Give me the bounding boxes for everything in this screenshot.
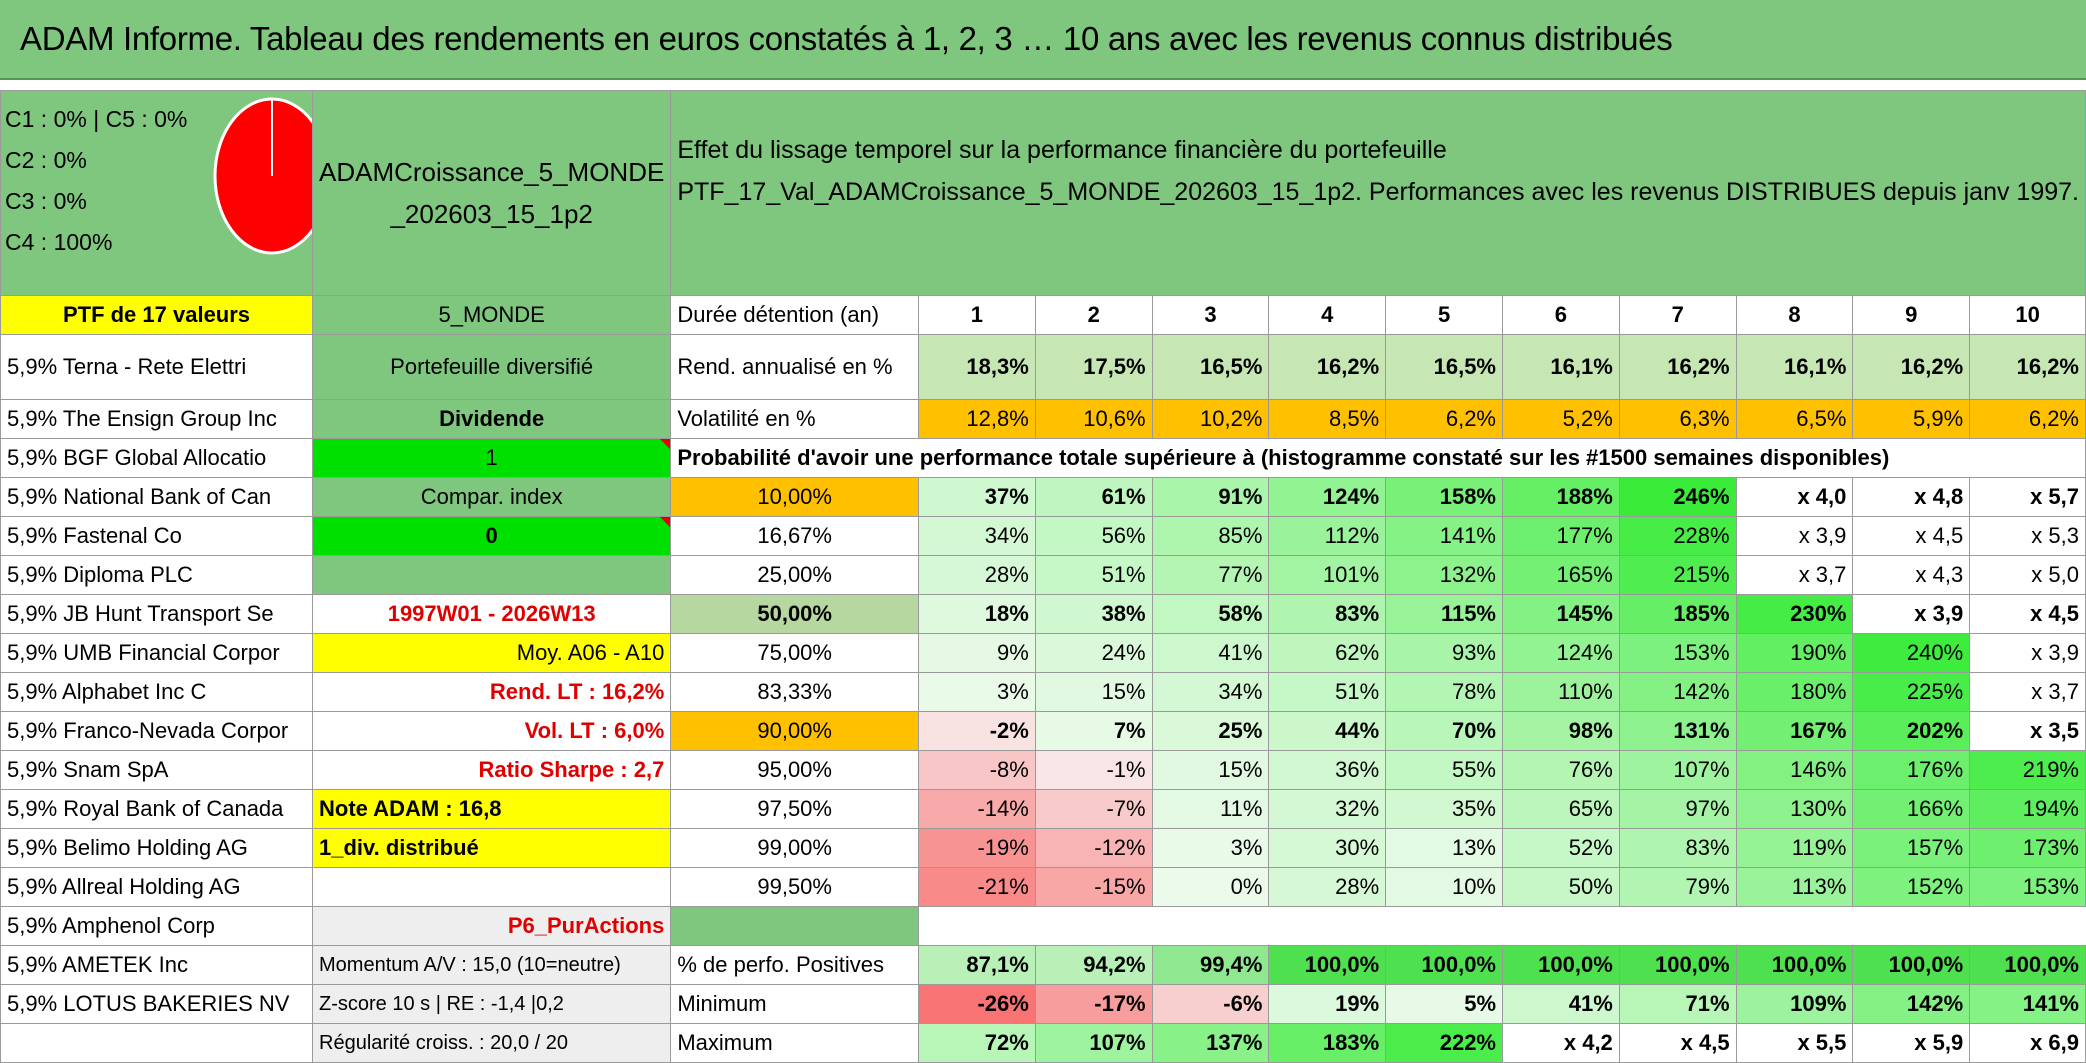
- maximum-value: 183%: [1269, 1024, 1386, 1063]
- probability-value: x 4,3: [1853, 556, 1970, 595]
- table-row: [1, 634, 2086, 673]
- probability-threshold: 83,33%: [671, 673, 919, 712]
- probability-value: 190%: [1736, 634, 1853, 673]
- div-label: 1_div. distribué: [313, 829, 671, 868]
- probability-value: x 3,7: [1970, 673, 2086, 712]
- probability-value: x 4,0: [1736, 478, 1853, 517]
- description-line-2: PTF_17_Val_ADAMCroissance_5_MONDE_202603_15_1p2. Performances avec les revenus DISTRIBUES depuis janv 1997.: [677, 178, 2079, 206]
- year-header: 7: [1619, 296, 1736, 335]
- table-row: [1, 751, 2086, 790]
- probability-value: 157%: [1853, 829, 1970, 868]
- probability-value: 185%: [1619, 595, 1736, 634]
- year-header: 2: [1035, 296, 1152, 335]
- table-row: [1, 673, 2086, 712]
- probability-value: 146%: [1736, 751, 1853, 790]
- holding-name: 5,9% Belimo Holding AG: [1, 829, 313, 868]
- probability-value: -8%: [919, 751, 1036, 790]
- table-row: [1, 400, 2086, 439]
- table-row: [1, 439, 2086, 478]
- moy-label: Moy. A06 - A10: [313, 634, 671, 673]
- probability-value: 202%: [1853, 712, 1970, 751]
- probability-value: 55%: [1386, 751, 1503, 790]
- probability-value: 28%: [919, 556, 1036, 595]
- minimum-value: 142%: [1853, 985, 1970, 1024]
- empty-cell: [919, 907, 2086, 946]
- probability-threshold: 25,00%: [671, 556, 919, 595]
- probability-value: x 5,3: [1970, 517, 2086, 556]
- positive-perf-value: 94,2%: [1035, 946, 1152, 985]
- probability-value: -2%: [919, 712, 1036, 751]
- probability-value: 38%: [1035, 595, 1152, 634]
- probability-value: -15%: [1035, 868, 1152, 907]
- positive-perf-value: 99,4%: [1152, 946, 1269, 985]
- maximum-value: x 4,2: [1503, 1024, 1620, 1063]
- probability-value: 9%: [919, 634, 1036, 673]
- probability-value: 77%: [1152, 556, 1269, 595]
- description-cell: [671, 91, 2086, 296]
- annual-return-value: 17,5%: [1035, 335, 1152, 400]
- probability-value: 219%: [1970, 751, 2086, 790]
- positive-perf-value: 100,0%: [1619, 946, 1736, 985]
- probability-value: 177%: [1503, 517, 1620, 556]
- probability-value: x 5,7: [1970, 478, 2086, 517]
- minimum-value: 5%: [1386, 985, 1503, 1024]
- holding-name: 5,9% Royal Bank of Canada: [1, 790, 313, 829]
- probability-value: 152%: [1853, 868, 1970, 907]
- holding-name: 5,9% BGF Global Allocatio: [1, 439, 313, 478]
- probability-value: 37%: [919, 478, 1036, 517]
- probability-value: 225%: [1853, 673, 1970, 712]
- probability-value: 35%: [1386, 790, 1503, 829]
- probability-value: 65%: [1503, 790, 1620, 829]
- probability-value: 3%: [1152, 829, 1269, 868]
- year-header: 8: [1736, 296, 1853, 335]
- probability-value: 30%: [1269, 829, 1386, 868]
- probability-value: -12%: [1035, 829, 1152, 868]
- zscore-label: Z-score 10 s | RE : -1,4 |0,2: [313, 985, 671, 1024]
- pie-slice-c4: [215, 99, 313, 253]
- positive-perf-label: % de perfo. Positives: [671, 946, 919, 985]
- empty-cell: [313, 868, 671, 907]
- minimum-value: 141%: [1970, 985, 2086, 1024]
- probability-value: 62%: [1269, 634, 1386, 673]
- probability-threshold: 95,00%: [671, 751, 919, 790]
- probability-value: -1%: [1035, 751, 1152, 790]
- probability-value: 51%: [1035, 556, 1152, 595]
- portfolio-mode: Dividende: [313, 400, 671, 439]
- probability-value: 167%: [1736, 712, 1853, 751]
- probability-value: 51%: [1269, 673, 1386, 712]
- annual-return-value: 16,1%: [1736, 335, 1853, 400]
- probability-value: 228%: [1619, 517, 1736, 556]
- annual-return-value: 16,5%: [1386, 335, 1503, 400]
- probability-value: 83%: [1269, 595, 1386, 634]
- empty-green-cell: [313, 556, 671, 595]
- probability-value: 119%: [1736, 829, 1853, 868]
- volatility-value: 5,2%: [1503, 400, 1620, 439]
- probability-value: x 3,9: [1736, 517, 1853, 556]
- probability-value: -21%: [919, 868, 1036, 907]
- table-row: [1, 296, 2086, 335]
- year-header: 10: [1970, 296, 2086, 335]
- table-row: [1, 517, 2086, 556]
- probability-value: x 4,5: [1853, 517, 1970, 556]
- probability-value: 124%: [1503, 634, 1620, 673]
- probability-value: -7%: [1035, 790, 1152, 829]
- probability-value: 115%: [1386, 595, 1503, 634]
- maximum-value: x 6,9: [1970, 1024, 2086, 1063]
- probability-value: 11%: [1152, 790, 1269, 829]
- minimum-value: 71%: [1619, 985, 1736, 1024]
- minimum-label: Minimum: [671, 985, 919, 1024]
- probability-title: Probabilité d'avoir une performance totale supérieure à (histogramme constaté sur les #1500 semaines disponibles): [671, 439, 2086, 478]
- maximum-value: 72%: [919, 1024, 1036, 1063]
- holding-name: 5,9% Snam SpA: [1, 751, 313, 790]
- probability-value: x 3,7: [1736, 556, 1853, 595]
- probability-value: 230%: [1736, 595, 1853, 634]
- portfolio-name-cell: [313, 91, 671, 296]
- probability-value: 15%: [1152, 751, 1269, 790]
- volatility-value: 12,8%: [919, 400, 1036, 439]
- probability-value: 36%: [1269, 751, 1386, 790]
- flag-2: 0: [313, 517, 671, 556]
- year-header: 9: [1853, 296, 1970, 335]
- annual-return-value: 16,2%: [1970, 335, 2086, 400]
- probability-value: 180%: [1736, 673, 1853, 712]
- positive-perf-value: 100,0%: [1853, 946, 1970, 985]
- holding-name: 5,9% Alphabet Inc C: [1, 673, 313, 712]
- probability-value: 41%: [1152, 634, 1269, 673]
- volatility-value: 6,2%: [1386, 400, 1503, 439]
- probability-value: x 4,5: [1970, 595, 2086, 634]
- positive-perf-value: 100,0%: [1503, 946, 1620, 985]
- probability-value: 78%: [1386, 673, 1503, 712]
- period-label: 1997W01 - 2026W13: [313, 595, 671, 634]
- holding-name: 5,9% Franco-Nevada Corpor: [1, 712, 313, 751]
- year-header: 4: [1269, 296, 1386, 335]
- probability-threshold: 99,50%: [671, 868, 919, 907]
- probability-value: 15%: [1035, 673, 1152, 712]
- regularity-label: Régularité croiss. : 20,0 / 20: [313, 1024, 671, 1063]
- holding-name: 5,9% National Bank of Can: [1, 478, 313, 517]
- duration-label: Durée détention (an): [671, 296, 919, 335]
- probability-value: 176%: [1853, 751, 1970, 790]
- probability-value: 34%: [919, 517, 1036, 556]
- probability-value: 240%: [1853, 634, 1970, 673]
- pie-legend-item: C1 : 0% | C5 : 0%: [5, 106, 188, 132]
- table-row: [1, 985, 2086, 1024]
- probability-value: 98%: [1503, 712, 1620, 751]
- probability-value: 3%: [919, 673, 1036, 712]
- probability-value: 124%: [1269, 478, 1386, 517]
- minimum-value: -26%: [919, 985, 1036, 1024]
- probability-value: 28%: [1269, 868, 1386, 907]
- probability-value: 107%: [1619, 751, 1736, 790]
- probability-value: 52%: [1503, 829, 1620, 868]
- table-row: [1, 335, 2086, 400]
- probability-value: 25%: [1152, 712, 1269, 751]
- minimum-value: 109%: [1736, 985, 1853, 1024]
- flag-1: 1: [313, 439, 671, 478]
- compar-index-label: Compar. index: [313, 478, 671, 517]
- probability-threshold: 50,00%: [671, 595, 919, 634]
- probability-threshold: 10,00%: [671, 478, 919, 517]
- rend-lt-label: Rend. LT : 16,2%: [313, 673, 671, 712]
- vol-lt-label: Vol. LT : 6,0%: [313, 712, 671, 751]
- table-row: [1, 556, 2086, 595]
- table-row: [1, 790, 2086, 829]
- zone-label: 5_MONDE: [313, 296, 671, 335]
- separator-band: [0, 80, 2086, 88]
- probability-threshold: 99,00%: [671, 829, 919, 868]
- pie-legend-item: C3 : 0%: [5, 188, 87, 214]
- positive-perf-value: 100,0%: [1269, 946, 1386, 985]
- year-header: 1: [919, 296, 1036, 335]
- empty-green-cell: [671, 907, 919, 946]
- maximum-value: x 5,5: [1736, 1024, 1853, 1063]
- probability-value: 13%: [1386, 829, 1503, 868]
- probability-threshold: 90,00%: [671, 712, 919, 751]
- probability-value: 56%: [1035, 517, 1152, 556]
- probability-value: 50%: [1503, 868, 1620, 907]
- probability-value: 61%: [1035, 478, 1152, 517]
- empty-cell: [1, 1024, 313, 1063]
- minimum-value: 19%: [1269, 985, 1386, 1024]
- annual-return-label: Rend. annualisé en %: [671, 335, 919, 400]
- probability-value: 153%: [1619, 634, 1736, 673]
- portfolio-type: Portefeuille diversifié: [313, 335, 671, 400]
- table-row: [1, 712, 2086, 751]
- performance-grid: [0, 90, 2086, 1063]
- volatility-value: 6,2%: [1970, 400, 2086, 439]
- probability-value: 24%: [1035, 634, 1152, 673]
- probability-value: 166%: [1853, 790, 1970, 829]
- maximum-value: 137%: [1152, 1024, 1269, 1063]
- holding-name: 5,9% JB Hunt Transport Se: [1, 595, 313, 634]
- p6-label: P6_PurActions: [313, 907, 671, 946]
- holding-name: 5,9% Amphenol Corp: [1, 907, 313, 946]
- probability-value: x 3,9: [1970, 634, 2086, 673]
- minimum-value: -17%: [1035, 985, 1152, 1024]
- page-title: ADAM Informe. Tableau des rendements en euros constatés à 1, 2, 3 … 10 ans avec les revenus connus distribués: [20, 20, 1673, 57]
- probability-value: 165%: [1503, 556, 1620, 595]
- probability-value: 83%: [1619, 829, 1736, 868]
- pie-legend: [5, 99, 187, 263]
- probability-value: 145%: [1503, 595, 1620, 634]
- probability-value: 7%: [1035, 712, 1152, 751]
- annual-return-value: 16,2%: [1269, 335, 1386, 400]
- table-row: [1, 868, 2086, 907]
- holding-name: 5,9% The Ensign Group Inc: [1, 400, 313, 439]
- maximum-label: Maximum: [671, 1024, 919, 1063]
- probability-threshold: 75,00%: [671, 634, 919, 673]
- probability-value: 153%: [1970, 868, 2086, 907]
- probability-value: x 4,8: [1853, 478, 1970, 517]
- probability-value: 110%: [1503, 673, 1620, 712]
- holding-name: 5,9% AMETEK Inc: [1, 946, 313, 985]
- probability-value: 76%: [1503, 751, 1620, 790]
- description-line-1: Effet du lissage temporel sur la performance financière du portefeuille: [677, 136, 1447, 164]
- probability-value: 44%: [1269, 712, 1386, 751]
- probability-value: 158%: [1386, 478, 1503, 517]
- probability-value: 34%: [1152, 673, 1269, 712]
- maximum-value: x 4,5: [1619, 1024, 1736, 1063]
- volatility-value: 8,5%: [1269, 400, 1386, 439]
- positive-perf-value: 87,1%: [919, 946, 1036, 985]
- volatility-value: 6,3%: [1619, 400, 1736, 439]
- pie-legend-item: C2 : 0%: [5, 147, 87, 173]
- volatility-value: 5,9%: [1853, 400, 1970, 439]
- title-bar: [0, 0, 2086, 80]
- year-header: 3: [1152, 296, 1269, 335]
- probability-threshold: 16,67%: [671, 517, 919, 556]
- volatility-value: 6,5%: [1736, 400, 1853, 439]
- probability-value: x 5,0: [1970, 556, 2086, 595]
- maximum-value: 222%: [1386, 1024, 1503, 1063]
- probability-value: 79%: [1619, 868, 1736, 907]
- table-row: [1, 595, 2086, 634]
- year-header: 5: [1386, 296, 1503, 335]
- probability-value: 131%: [1619, 712, 1736, 751]
- table-row: [1, 829, 2086, 868]
- holding-name: 5,9% Allreal Holding AG: [1, 868, 313, 907]
- positive-perf-value: 100,0%: [1386, 946, 1503, 985]
- holding-name: 5,9% Diploma PLC: [1, 556, 313, 595]
- probability-value: 91%: [1152, 478, 1269, 517]
- probability-value: 97%: [1619, 790, 1736, 829]
- probability-value: 32%: [1269, 790, 1386, 829]
- annual-return-value: 16,2%: [1619, 335, 1736, 400]
- probability-value: 142%: [1619, 673, 1736, 712]
- positive-perf-value: 100,0%: [1970, 946, 2086, 985]
- probability-value: x 3,5: [1970, 712, 2086, 751]
- maximum-value: x 5,9: [1853, 1024, 1970, 1063]
- volatility-label: Volatilité en %: [671, 400, 919, 439]
- minimum-value: -6%: [1152, 985, 1269, 1024]
- probability-value: 194%: [1970, 790, 2086, 829]
- volatility-value: 10,2%: [1152, 400, 1269, 439]
- pie-legend-item: C4 : 100%: [5, 229, 113, 255]
- note-label: Note ADAM : 16,8: [313, 790, 671, 829]
- holding-name: 5,9% UMB Financial Corpor: [1, 634, 313, 673]
- probability-value: 93%: [1386, 634, 1503, 673]
- probability-value: x 3,9: [1853, 595, 1970, 634]
- maximum-value: 107%: [1035, 1024, 1152, 1063]
- probability-value: 173%: [1970, 829, 2086, 868]
- table-row: [1, 478, 2086, 517]
- table-row: [1, 907, 2086, 946]
- holding-name: 5,9% LOTUS BAKERIES NV: [1, 985, 313, 1024]
- probability-value: 0%: [1152, 868, 1269, 907]
- probability-value: 246%: [1619, 478, 1736, 517]
- probability-value: -19%: [919, 829, 1036, 868]
- probability-value: 112%: [1269, 517, 1386, 556]
- probability-value: 130%: [1736, 790, 1853, 829]
- probability-value: 70%: [1386, 712, 1503, 751]
- holding-name: 5,9% Fastenal Co: [1, 517, 313, 556]
- portfolio-count: PTF de 17 valeurs: [1, 296, 313, 335]
- volatility-value: 10,6%: [1035, 400, 1152, 439]
- probability-value: 141%: [1386, 517, 1503, 556]
- probability-value: 215%: [1619, 556, 1736, 595]
- probability-value: 10%: [1386, 868, 1503, 907]
- probability-threshold: 97,50%: [671, 790, 919, 829]
- table-row: [1, 1024, 2086, 1063]
- probability-value: 132%: [1386, 556, 1503, 595]
- momentum-label: Momentum A/V : 15,0 (10=neutre): [313, 946, 671, 985]
- sharpe-label: Ratio Sharpe : 2,7: [313, 751, 671, 790]
- holding-name: 5,9% Terna - Rete Elettri: [1, 335, 313, 400]
- probability-value: 85%: [1152, 517, 1269, 556]
- portfolio-name: ADAMCroissance_5_MONDE _202603_15_1p2: [319, 157, 665, 229]
- allocation-pie-cell: [1, 91, 313, 296]
- probability-value: 58%: [1152, 595, 1269, 634]
- annual-return-value: 16,2%: [1853, 335, 1970, 400]
- probability-value: -14%: [919, 790, 1036, 829]
- probability-value: 18%: [919, 595, 1036, 634]
- positive-perf-value: 100,0%: [1736, 946, 1853, 985]
- probability-value: 188%: [1503, 478, 1620, 517]
- annual-return-value: 18,3%: [919, 335, 1036, 400]
- table-row: [1, 946, 2086, 985]
- probability-value: 113%: [1736, 868, 1853, 907]
- annual-return-value: 16,1%: [1503, 335, 1620, 400]
- probability-value: 101%: [1269, 556, 1386, 595]
- year-header: 6: [1503, 296, 1620, 335]
- minimum-value: 41%: [1503, 985, 1620, 1024]
- annual-return-value: 16,5%: [1152, 335, 1269, 400]
- allocation-pie-chart: [211, 96, 313, 256]
